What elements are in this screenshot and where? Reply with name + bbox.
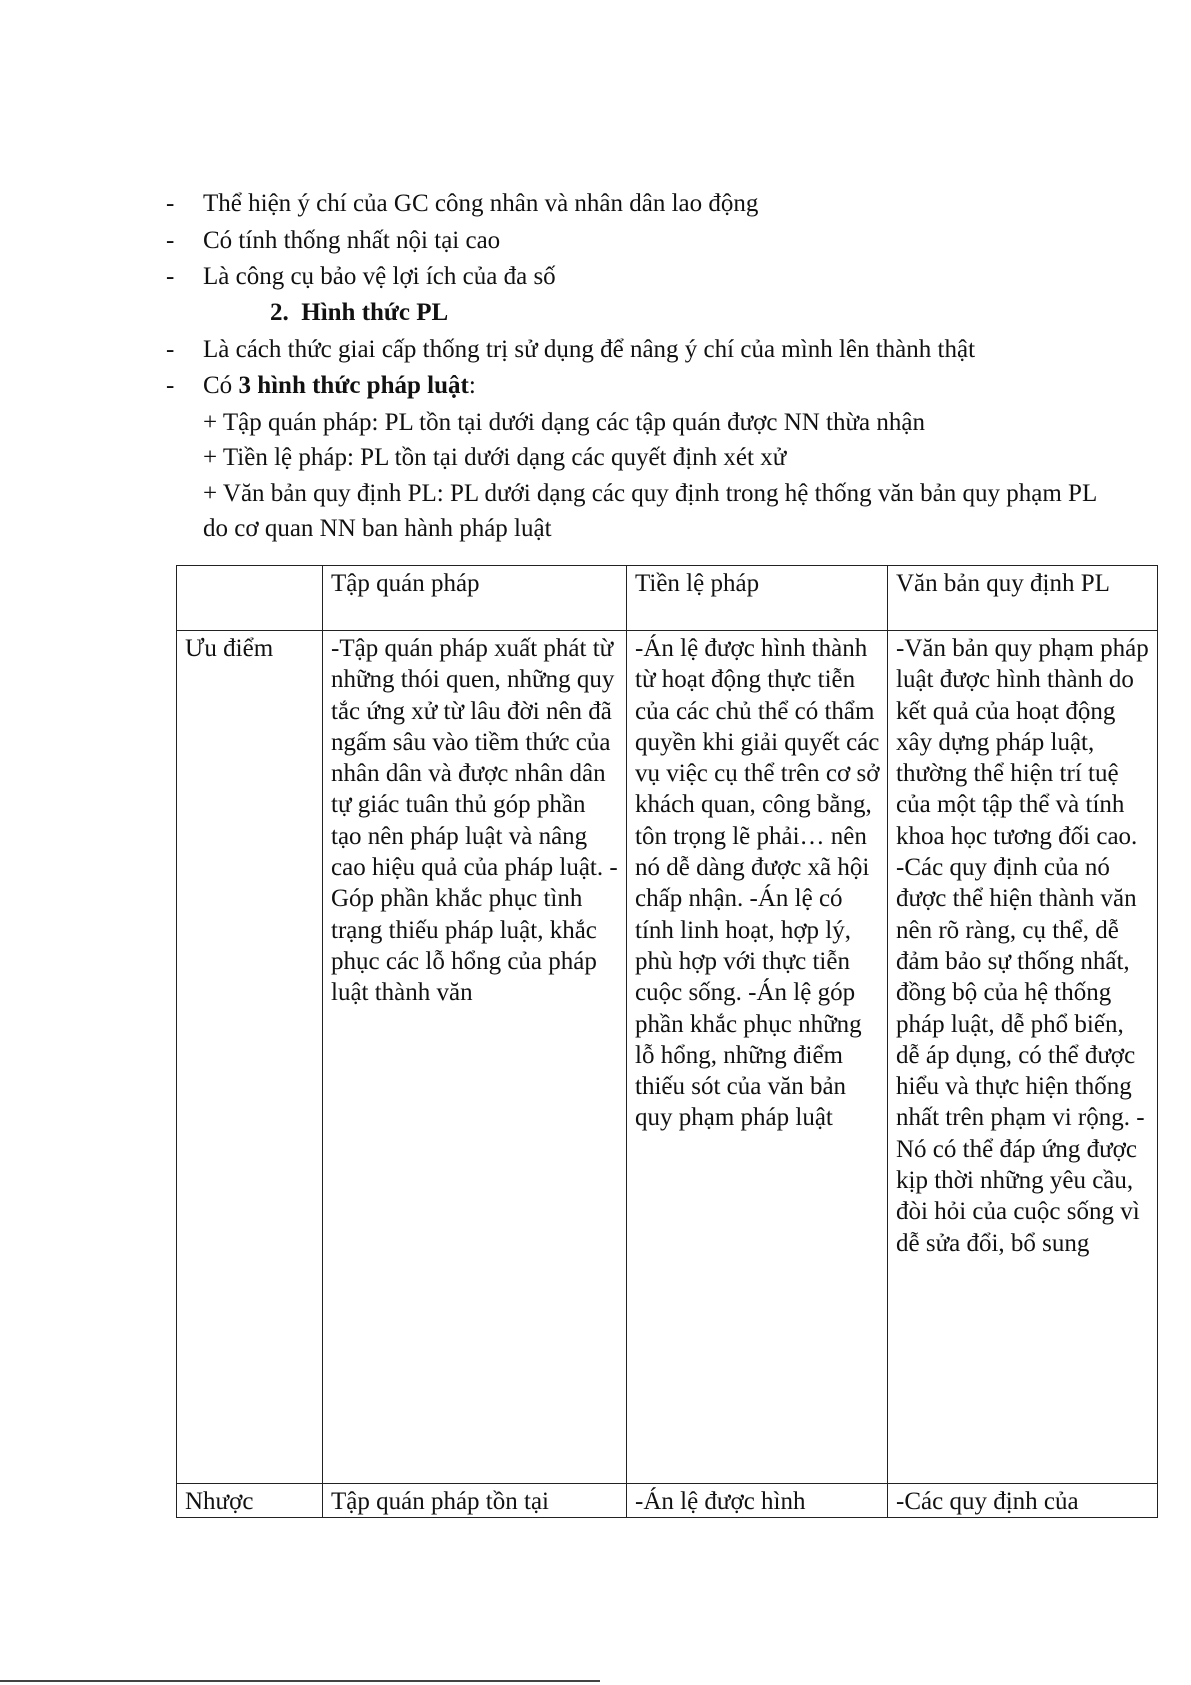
table-cell: Tập quán pháp tồn tại: [323, 1484, 627, 1518]
row-label: Nhược: [177, 1484, 323, 1518]
page-bottom-rule: [0, 1680, 600, 1682]
table-header-row: [177, 566, 1158, 631]
section-title: Hình thức PL: [301, 299, 449, 326]
table-header-cell: Văn bản quy định PL: [888, 566, 1158, 631]
bullet-text: [203, 370, 476, 401]
row-label: Ưu điểm: [177, 631, 323, 1484]
sub-item: + Văn bản quy định PL: PL dưới dạng các quy định trong hệ thống văn bản quy phạm PL do cơ quan NN ban hành pháp luật: [203, 480, 1097, 542]
bullet-dash: -: [166, 372, 175, 399]
table-cell: -Văn bản quy phạm pháp luật được hình thành do kết quả của hoạt động xây dựng pháp luật, thường thể hiện trí tuệ của một tập thể và tính khoa học tương đối cao. -Các quy định của nó được thể hiện thành văn nên rõ ràng, cụ thể, dễ đảm bảo sự thống nhất, đồng bộ của hệ thống pháp luật, dễ phổ biến, dễ áp dụng, có thể được hiểu và thực hiện thống nhất trên phạm vi rộng. -Nó có thể đáp ứng được kịp thời những yêu cầu, đòi hỏi của cuộc sống vì dễ sửa đổi, bổ sung: [888, 631, 1158, 1484]
bullet-text: Có tính thống nhất nội tại cao: [203, 227, 501, 254]
bullet-dash: -: [166, 263, 175, 290]
section-heading: [270, 297, 448, 328]
bullet-prefix: Có: [203, 372, 239, 399]
table-cell: -Án lệ được hình: [627, 1484, 888, 1518]
table-row: [177, 1484, 1158, 1518]
table-header-cell: Tập quán pháp: [323, 566, 627, 631]
table-cell: -Các quy định của: [888, 1484, 1158, 1518]
bullet-bold-text: 3 hình thức pháp luật: [238, 372, 469, 399]
bullet-dash: -: [166, 336, 175, 363]
bullet-text: Là công cụ bảo vệ lợi ích của đa số: [203, 263, 556, 290]
bullet-dash: -: [166, 227, 175, 254]
section-number: 2.: [270, 299, 289, 326]
bullet-dash: -: [166, 190, 175, 217]
table-row: [177, 631, 1158, 1484]
bullet-suffix: :: [468, 372, 476, 399]
comparison-table: [176, 565, 1158, 1518]
sub-item: + Tập quán pháp: PL tồn tại dưới dạng các tập quán được NN thừa nhận: [203, 409, 925, 436]
table-header-cell: [177, 566, 323, 631]
table-header-cell: Tiền lệ pháp: [627, 566, 888, 631]
bullet-text: Là cách thức giai cấp thống trị sử dụng để nâng ý chí của mình lên thành thật: [203, 336, 976, 363]
bullet-text: Thể hiện ý chí của GC công nhân và nhân dân lao động: [203, 190, 759, 217]
sub-item: + Tiền lệ pháp: PL tồn tại dưới dạng các quyết định xét xử: [203, 444, 787, 471]
table-cell: -Án lệ được hình thành từ hoạt động thực tiễn của các chủ thể có thẩm quyền khi giải quyết các vụ việc cụ thể trên cơ sở khách quan, công bằng, tôn trọng lẽ phải… nên nó dễ dàng được xã hội chấp nhận. -Án lệ có tính linh hoạt, hợp lý, phù hợp với thực tiễn cuộc sống. -Án lệ góp phần khắc phục những lỗ hổng, những điểm thiếu sót của văn bản quy phạm pháp luật: [627, 631, 888, 1484]
table-cell: -Tập quán pháp xuất phát từ những thói quen, những quy tắc ứng xử từ lâu đời nên đã ngấm sâu vào tiềm thức của nhân dân và được nhân dân tự giác tuân thủ góp phần tạo nên pháp luật và nâng cao hiệu quả của pháp luật. -Góp phần khắc phục tình trạng thiếu pháp luật, khắc phục các lỗ hổng của pháp luật thành văn: [323, 631, 627, 1484]
